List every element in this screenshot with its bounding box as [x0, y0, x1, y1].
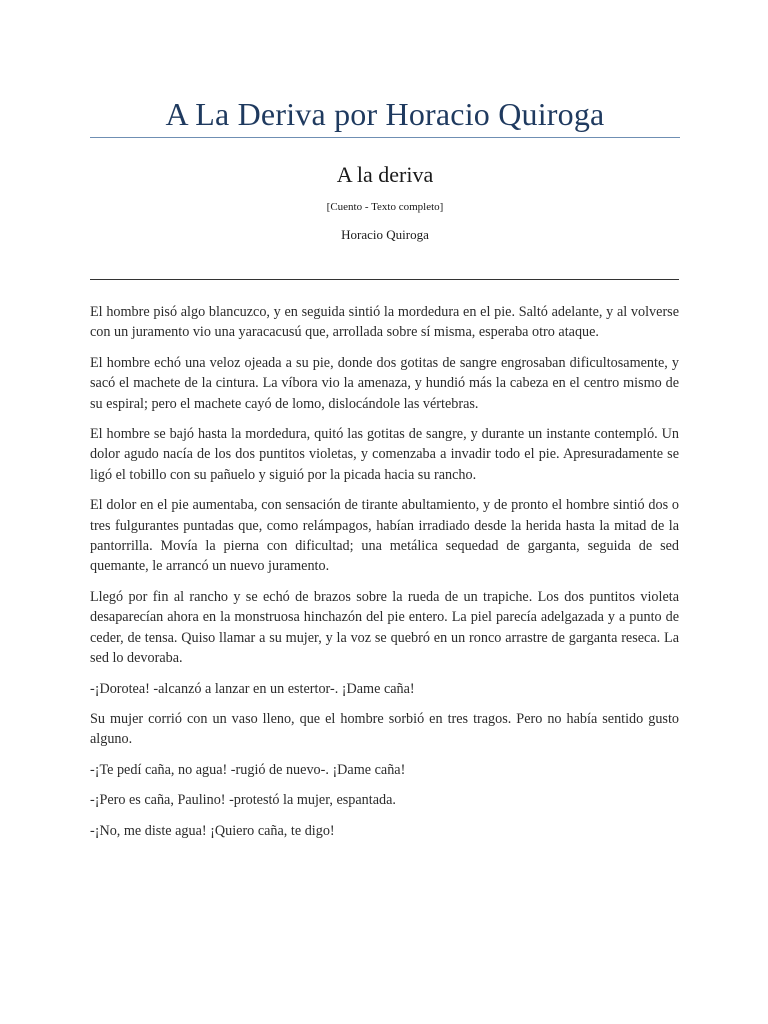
paragraph-6: Su mujer corrió con un vaso lleno, que el hombre sorbió en tres tragos. Pero no había sentido gusto alguno. — [90, 710, 679, 748]
paragraph-1: El hombre pisó algo blancuzco, y en seguida sintió la mordedura en el pie. Saltó adelante, y al volverse con un juramento vio una yaracacusú que, arrollada sobre sí misma, esperaba otro ataque. — [90, 304, 679, 341]
title-underline-divider — [90, 137, 680, 138]
paragraph-3: El hombre se bajó hasta la mordedura, quitó las gotitas de sangre, y durante un instante contempló. Un dolor agudo nacía de los dos puntitos violetas, y comenzaba a invadir todo el pie. Apresuradamente se ligó el tobillo con su pañuelo y siguió por la picada hacia su rancho. — [90, 426, 679, 483]
story-title: A la deriva — [336, 162, 434, 187]
paragraph-5: Llegó por fin al rancho y se echó de brazos sobre la rueda de un trapiche. Los dos puntitos violeta desaparecían ahora en la monstruosa hinchazón del pie entero. La piel parecía adelgazada y a punto de ceder, de tensa. Quiso llamar a su mujer, y la voz se quebró en un ronco arrastre de garganta reseca. La sed lo devoraba. — [90, 588, 679, 667]
dialogue-line-4: -¡No, me diste agua! ¡Quiero caña, te digo! — [90, 822, 335, 839]
genre-note: [Cuento - Texto completo] — [326, 201, 444, 213]
paragraph-2: El hombre echó una veloz ojeada a su pie, donde dos gotitas de sangre engrosaban dificultosamente, y sacó el machete de la cintura. La víbora vio la amenaza, y hundió más la cabeza en el centro mismo de su espiral; pero el machete cayó de lomo, dislocándole las vértebras. — [90, 354, 679, 412]
paragraph-4: El dolor en el pie aumentaba, con sensación de tirante abultamiento, y de pronto el hombre sintió dos o tres fulgurantes puntadas que, como relámpagos, habían irradiado desde la herida hasta la mitad de la pantorrilla. Movía la pierna con dificultad; una metálica sequedad de garganta, seguida de sed quemante, le arrancó un nuevo juramento. — [90, 497, 679, 575]
story-body — [90, 302, 679, 851]
dialogue-line-3: -¡Pero es caña, Paulino! -protestó la mujer, espantada. — [90, 792, 396, 809]
body-divider — [90, 279, 679, 280]
dialogue-line-1: -¡Dorotea! -alcanzó a lanzar en un estertor-. ¡Dame caña! — [90, 680, 415, 697]
document-title: A La Deriva por Horacio Quiroga — [165, 96, 605, 132]
dialogue-line-2: -¡Te pedí caña, no agua! -rugió de nuevo-. ¡Dame caña! — [90, 761, 406, 778]
author-name: Horacio Quiroga — [341, 227, 429, 242]
